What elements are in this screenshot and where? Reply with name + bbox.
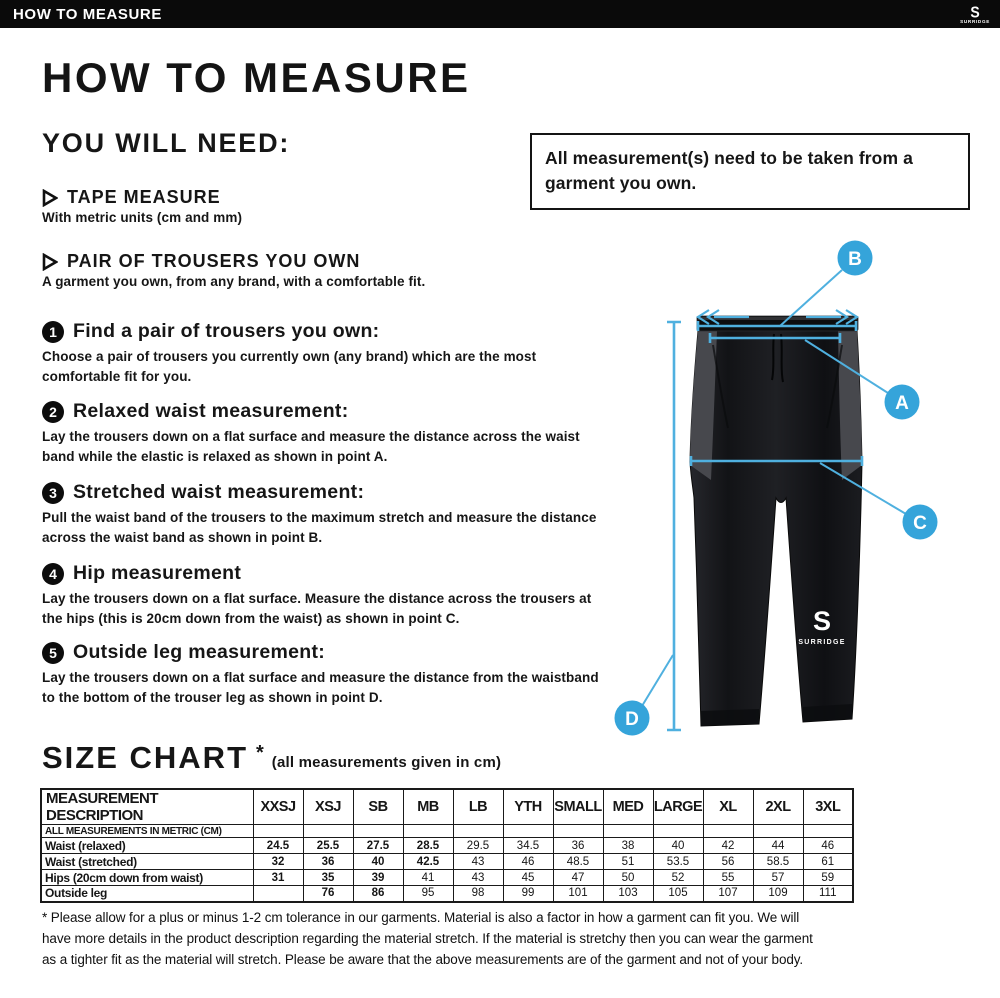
- measurement-value: 101: [553, 886, 603, 902]
- measurement-value: 53.5: [653, 854, 703, 870]
- measurement-value: [253, 886, 303, 902]
- triangle-bullet-icon: [42, 189, 58, 207]
- measurement-value: 36: [303, 854, 353, 870]
- need-item-title: PAIR OF TROUSERS YOU OWN: [67, 251, 361, 271]
- empty-cell: [753, 825, 803, 838]
- step-description: Lay the trousers down on a flat surface and measure the distance from the waistband to the bottom of the trouser leg as shown in point D.: [42, 670, 599, 706]
- measurement-value: 35: [303, 870, 353, 886]
- col-header-size: SB: [353, 789, 403, 825]
- col-header-size: XL: [703, 789, 753, 825]
- measurement-value: 107: [703, 886, 753, 902]
- measurement-value: 76: [303, 886, 353, 902]
- measurement-value: 58.5: [753, 854, 803, 870]
- size-table-body: [41, 825, 853, 902]
- step-number-badge: 3: [42, 482, 64, 504]
- size-chart-table: [40, 788, 854, 903]
- step-number-badge: 1: [42, 321, 64, 343]
- triangle-bullet-icon: [42, 253, 58, 271]
- need-item-desc: With metric units (cm and mm): [42, 210, 243, 225]
- measurement-value: 41: [403, 870, 453, 886]
- empty-cell: [353, 825, 403, 838]
- step-description: Lay the trousers down on a flat surface and measure the distance across the waist band while the elastic is relaxed as shown in point A.: [42, 429, 580, 465]
- step-5: [42, 641, 622, 709]
- size-table-header-row: [41, 789, 853, 825]
- measurement-value: 25.5: [303, 838, 353, 854]
- col-header-size: LARGE: [653, 789, 703, 825]
- col-header-size: MED: [603, 789, 653, 825]
- measurement-value: 48.5: [553, 854, 603, 870]
- measurement-value: 98: [453, 886, 503, 902]
- footnote: * Please allow for a plus or minus 1-2 cm tolerance in our garments. Material is also a factor in how a garment can fit you. We will have more details in the product description regarding the material stretch. If the material is stretchy then you can wear the garment as a tighter fit as the material will stretch. Please be aware that the above measurements are of the garment and not of your body.: [42, 910, 813, 967]
- you-will-need-heading: YOU WILL NEED:: [42, 128, 291, 158]
- empty-cell: [403, 825, 453, 838]
- measurement-value: 103: [603, 886, 653, 902]
- step-title: Outside leg measurement:: [73, 641, 326, 663]
- col-header-size: 3XL: [803, 789, 853, 825]
- measurement-value: 32: [253, 854, 303, 870]
- table-row: [41, 838, 853, 854]
- leader-line-d: [642, 655, 673, 706]
- trousers-body: [690, 331, 862, 726]
- measurement-value: 46: [803, 838, 853, 854]
- measurement-value: 59: [803, 870, 853, 886]
- step-4: [42, 562, 622, 630]
- trousers-measurement-diagram: [590, 230, 1000, 745]
- measurement-value: 38: [603, 838, 653, 854]
- step-2: [42, 400, 622, 468]
- measurement-value: 29.5: [453, 838, 503, 854]
- right-cuff: [803, 704, 852, 722]
- step-number-badge: 4: [42, 563, 64, 585]
- measurement-value: 109: [753, 886, 803, 902]
- measurement-value: 111: [803, 886, 853, 902]
- measurement-value: 34.5: [503, 838, 553, 854]
- measurement-value: 61: [803, 854, 853, 870]
- measurement-value: 105: [653, 886, 703, 902]
- measurement-value: 42: [703, 838, 753, 854]
- measurement-value: 46: [503, 854, 553, 870]
- empty-cell: [803, 825, 853, 838]
- col-header-size: 2XL: [753, 789, 803, 825]
- size-chart-subtitle: (all measurements given in cm): [271, 754, 502, 771]
- need-item-title: TAPE MEASURE: [67, 187, 221, 207]
- page-title: HOW TO MEASURE: [42, 54, 471, 101]
- size-chart-title: SIZE CHART: [42, 740, 248, 775]
- empty-cell: [453, 825, 503, 838]
- measurement-value: 50: [603, 870, 653, 886]
- need-item-trousers: [42, 251, 425, 289]
- brand-s-icon: S: [970, 3, 980, 22]
- empty-cell: [603, 825, 653, 838]
- measurement-value: 51: [603, 854, 653, 870]
- need-item-tape-measure: [42, 187, 242, 225]
- point-c-label: C: [913, 513, 927, 534]
- table-row: [41, 886, 853, 902]
- empty-cell: [703, 825, 753, 838]
- row-label: Hips (20cm down from waist): [41, 870, 253, 886]
- brand-name: SURRIDGE: [960, 19, 990, 25]
- measurement-value: 44: [753, 838, 803, 854]
- need-item-desc: A garment you own, from any brand, with a comfortable fit.: [42, 274, 426, 289]
- measurement-value: 57: [753, 870, 803, 886]
- empty-cell: [553, 825, 603, 838]
- measurement-value: 40: [653, 838, 703, 854]
- measurement-value: 47: [553, 870, 603, 886]
- metric-units-label: ALL MEASUREMENTS IN METRIC (CM): [41, 825, 253, 838]
- step-description: Lay the trousers down on a flat surface. Measure the distance across the trousers at the hips (this is 20cm down from the waist) as shown in point C.: [42, 591, 592, 627]
- col-header-size: XXSJ: [253, 789, 303, 825]
- metric-units-row: [41, 825, 853, 838]
- measurement-value: 28.5: [403, 838, 453, 854]
- size-chart-asterisk: *: [256, 742, 264, 764]
- row-label: Waist (relaxed): [41, 838, 253, 854]
- table-row: [41, 870, 853, 886]
- notice-box: All measurement(s) need to be taken from a garment you own.: [530, 133, 970, 210]
- col-header-size: LB: [453, 789, 503, 825]
- measurement-value: 39: [353, 870, 403, 886]
- col-header-size: YTH: [503, 789, 553, 825]
- empty-cell: [253, 825, 303, 838]
- measurement-value: 36: [553, 838, 603, 854]
- point-d-label: D: [625, 709, 639, 730]
- measurement-value: 95: [403, 886, 453, 902]
- step-1: [42, 320, 622, 388]
- empty-cell: [503, 825, 553, 838]
- point-b-label: B: [848, 249, 862, 270]
- col-header-size: MB: [403, 789, 453, 825]
- measurement-value: 43: [453, 854, 503, 870]
- step-title: Relaxed waist measurement:: [73, 400, 349, 422]
- empty-cell: [653, 825, 703, 838]
- step-3: [42, 481, 622, 549]
- step-title: Find a pair of trousers you own:: [73, 320, 380, 342]
- top-bar: [0, 0, 1000, 28]
- measurement-value: 40: [353, 854, 403, 870]
- measurement-value: 56: [703, 854, 753, 870]
- measurement-value: 27.5: [353, 838, 403, 854]
- measurement-value: 99: [503, 886, 553, 902]
- col-header-size: XSJ: [303, 789, 353, 825]
- trousers-illustration: [690, 316, 862, 726]
- step-title: Hip measurement: [73, 562, 242, 584]
- step-description: Pull the waist band of the trousers to the maximum stretch and measure the distance across the waist band as shown in point B.: [42, 510, 597, 546]
- measurement-value: 43: [453, 870, 503, 886]
- garment-logo-text: SURRIDGE: [798, 639, 846, 646]
- measurement-value: 42.5: [403, 854, 453, 870]
- garment-logo-icon: S: [812, 606, 832, 636]
- step-description: Choose a pair of trousers you currently own (any brand) which are the most comfortable fit for you.: [42, 349, 537, 385]
- measurement-value: 55: [703, 870, 753, 886]
- measurement-value: 31: [253, 870, 303, 886]
- point-a-label: A: [895, 393, 909, 414]
- row-label: Outside leg: [41, 886, 253, 902]
- brand-logo: [960, 3, 990, 25]
- measurement-value: 45: [503, 870, 553, 886]
- top-bar-title: HOW TO MEASURE: [13, 5, 162, 23]
- step-number-badge: 2: [42, 401, 64, 423]
- left-cuff: [701, 709, 759, 726]
- step-title: Stretched waist measurement:: [73, 481, 365, 503]
- col-header-description: MEASUREMENT DESCRIPTION: [41, 789, 253, 825]
- measurement-value: 86: [353, 886, 403, 902]
- measurement-value: 52: [653, 870, 703, 886]
- size-chart-heading: [42, 742, 501, 773]
- outside-leg-line: [667, 322, 681, 730]
- table-row: [41, 854, 853, 870]
- step-number-badge: 5: [42, 642, 64, 664]
- col-header-size: SMALL: [553, 789, 603, 825]
- empty-cell: [303, 825, 353, 838]
- measurement-value: 24.5: [253, 838, 303, 854]
- row-label: Waist (stretched): [41, 854, 253, 870]
